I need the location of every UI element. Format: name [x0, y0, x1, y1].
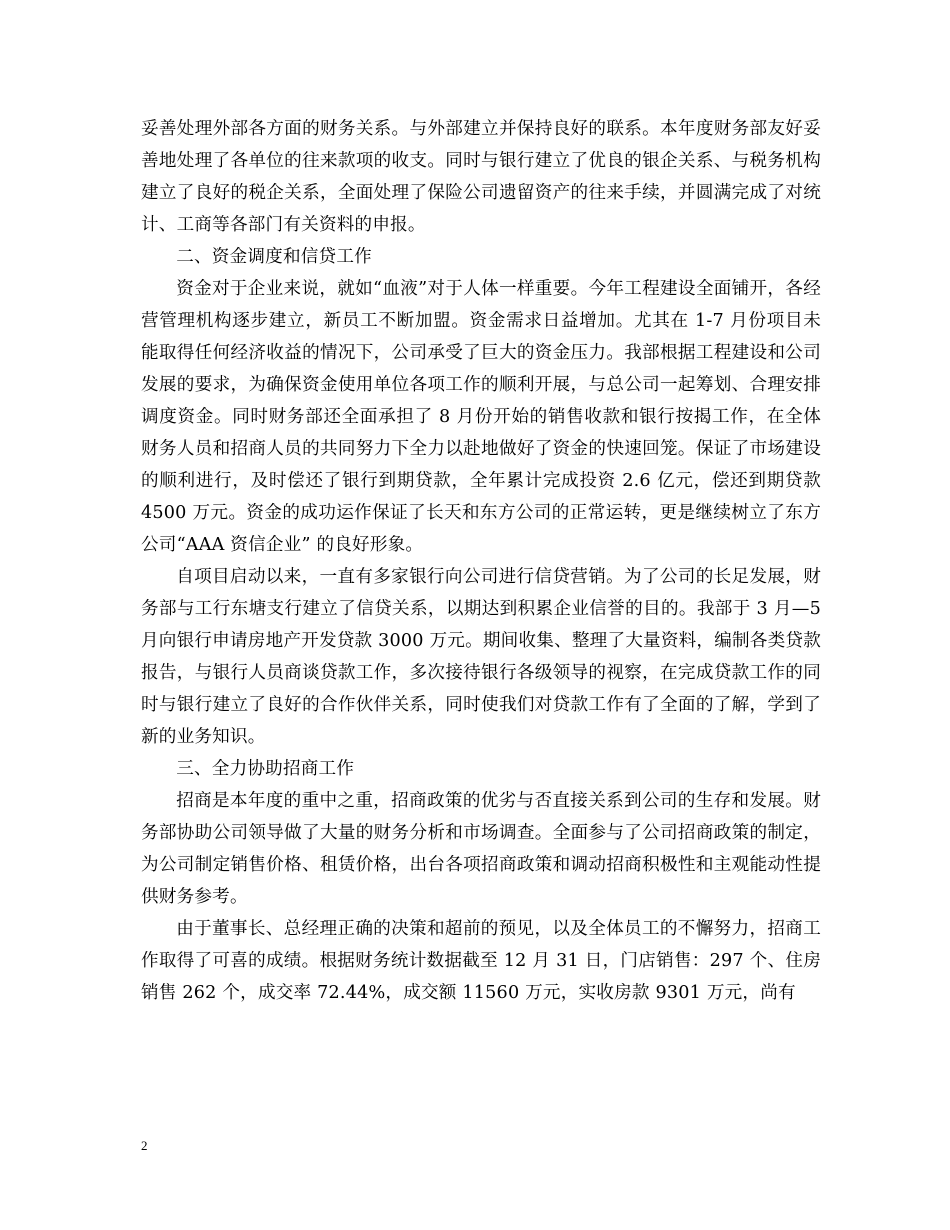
paragraph-6: 招商是本年度的重中之重，招商政策的优劣与否直接关系到公司的生存和发展。财务部协助公司领导做了大量的财务分析和市场调查。全面参与了公司招商政策的制定，为公司制定销售价格、租赁价格，出台各项招商政策和调动招商积极性和主观能动性提供财务参考。: [141, 791, 821, 907]
section-heading-2: 二、资金调度和信贷工作: [176, 247, 372, 267]
document-body: [141, 113, 827, 1009]
paragraph-4: 自项目启动以来，一直有多家银行向公司进行信贷营销。为了公司的长足发展，财务部与工行东塘支行建立了信贷关系，以期达到积累企业信誉的目的。我部于 3 月—5 月向银行申请房地产开发贷款 3000 万元。期间收集、整理了大量资料，编制各类贷款报告，与银行人员商谈贷款工作，多次接待银行各级领导的视察，在完成贷款工作的同时与银行建立了良好的合作伙伴关系，同时使我们对贷款工作有了全面的了解，学到了新的业务知识。: [141, 567, 827, 747]
section-heading-3: 三、全力协助招商工作: [176, 759, 355, 779]
page-number: 2: [141, 1138, 148, 1153]
paragraph-3: 资金对于企业来说，就如“血液”对于人体一样重要。今年工程建设全面铺开，各经营管理机构逐步建立，新员工不断加盟。资金需求日益增加。尤其在 1-7 月份项目未能取得任何经济收益的情况下，公司承受了巨大的资金压力。我部根据工程建设和公司发展的要求，为确保资金使用单位各项工作的顺利开展，与总公司一起筹划、合理安排调度资金。同时财务部还全面承担了 8 月份开始的销售收款和银行按揭工作，在全体财务人员和招商人员的共同努力下全力以赴地做好了资金的快速回笼。保证了市场建设的顺利进行，及时偿还了银行到期贷款，全年累计完成投资 2.6 亿元，偿还到期贷款 4500 万元。资金的成功运作保证了长天和东方公司的正常运转，更是继续树立了东方公司“AAA 资信企业” 的良好形象。: [141, 279, 827, 555]
paragraph-7: 由于董事长、总经理正确的决策和超前的预见，以及全体员工的不懈努力，招商工作取得了可喜的成绩。根据财务统计数据截至 12 月 31 日，门店销售：297 个、住房销售 262 个，成交率 72.44%，成交额 11560 万元，实收房款 9301 万元，尚有: [141, 919, 821, 1003]
paragraph-1: 妥善处理外部各方面的财务关系。与外部建立并保持良好的联系。本年度财务部友好妥善地处理了各单位的往来款项的收支。同时与银行建立了优良的银企关系、与税务机构建立了良好的税企关系，全面处理了保险公司遗留资产的往来手续，并圆满完成了对统计、工商等各部门有关资料的申报。: [141, 119, 821, 235]
